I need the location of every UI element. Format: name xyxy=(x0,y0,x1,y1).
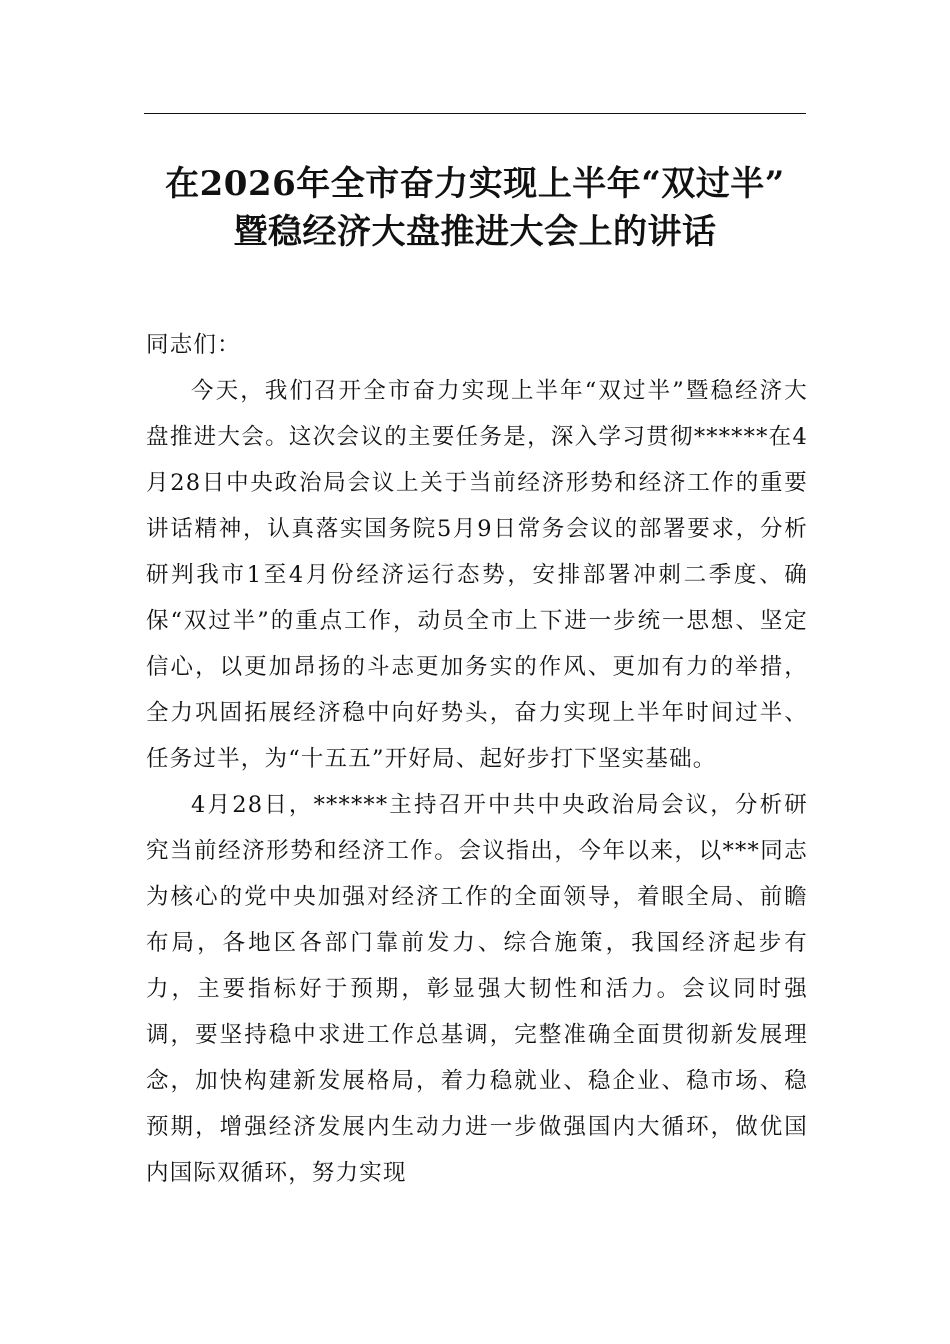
title-line-2: 暨稳经济大盘推进大会上的讲话 xyxy=(233,212,717,252)
title-line-1: 在2026年全市奋力实现上半年“双过半” xyxy=(165,164,785,204)
paragraph-1: 今天，我们召开全市奋力实现上半年“双过半”暨稳经济大盘推进大会。这次会议的主要任务是，深入学习贯彻******在4月28日中央政治局会议上关于当前经济形势和经济工作的重要讲话精神，认真落实国务院5月9日常务会议的部署要求，分析研判我市1至4月份经济运行态势，安排部署冲刺二季度、确保“双过半”的重点工作，动员全市上下进一步统一思想、坚定信心，以更加昂扬的斗志更加务实的作风、更加有力的举措，全力巩固拓展经济稳中向好势头，奋力实现上半年时间过半、任务过半，为“十五五”开好局、起好步打下坚实基础。 xyxy=(146,378,808,772)
salutation: 同志们： xyxy=(146,332,241,358)
document-body xyxy=(146,322,808,1196)
document-title xyxy=(120,160,830,256)
header-rule xyxy=(144,113,806,114)
paragraph-2: 4月28日，******主持召开中共中央政治局会议，分析研究当前经济形势和经济工作。会议指出，今年以来，以***同志为核心的党中央加强对经济工作的全面领导，着眼全局、前瞻布局，各地区各部门靠前发力、综合施策，我国经济起步有力，主要指标好于预期，彰显强大韧性和活力。会议同时强调，要坚持稳中求进工作总基调，完整准确全面贯彻新发展理念，加快构建新发展格局，着力稳就业、稳企业、稳市场、稳预期，增强经济发展内生动力进一步做强国内大循环，做优国内国际双循环，努力实现 xyxy=(146,792,808,1186)
